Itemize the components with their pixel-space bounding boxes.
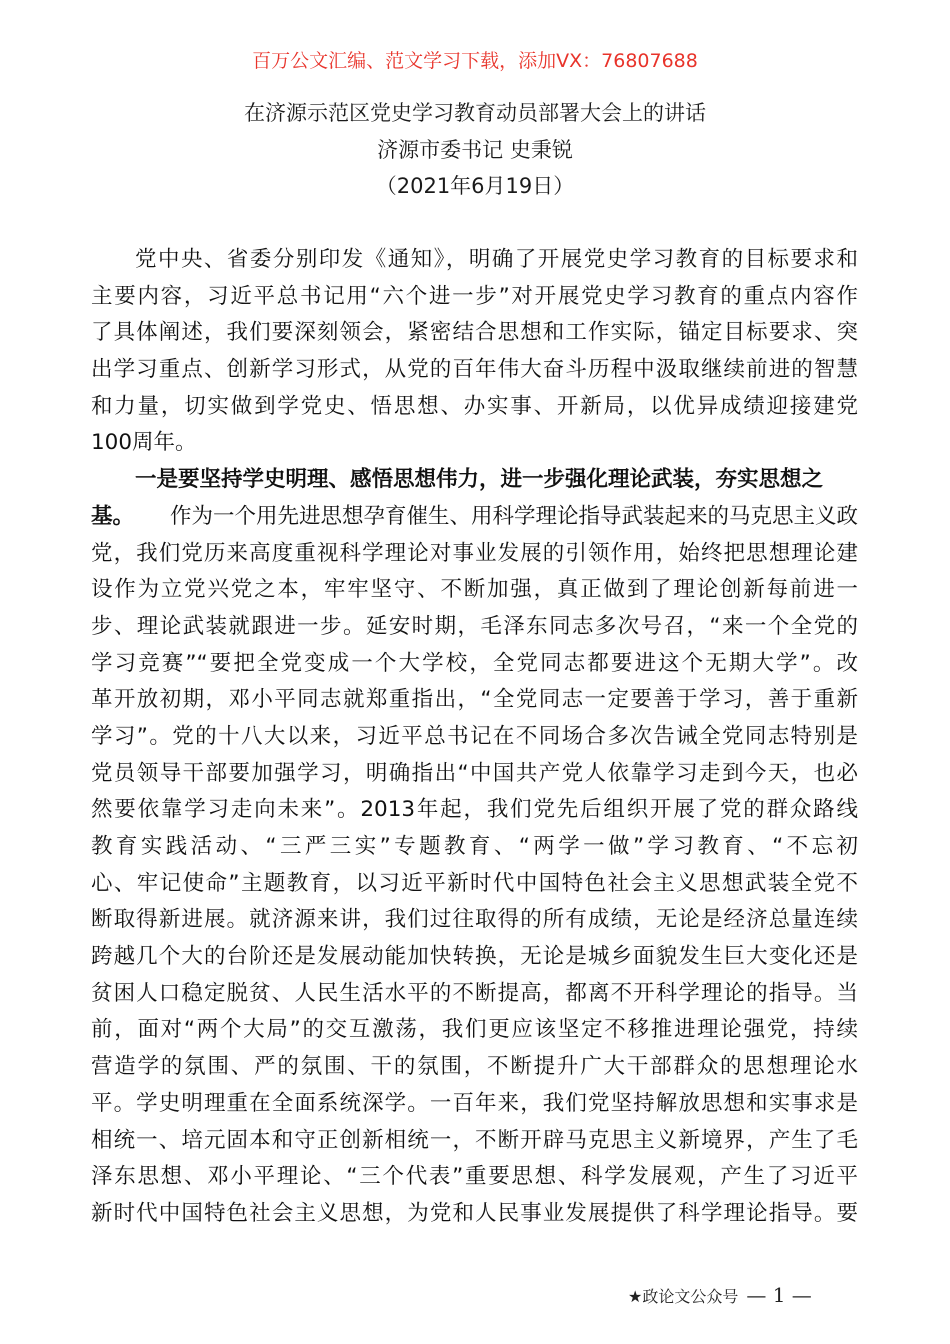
line-text: 教育实践活动、“三严三实”专题教育、“两学一做”学习教育、“不忘初 <box>91 834 858 859</box>
text-line <box>91 1123 858 1160</box>
footer-source: ★政论文公众号 <box>628 1286 739 1306</box>
line-text: 主要内容，习近平总书记用“六个进一步”对开展党史学习教育的重点内容作 <box>91 283 858 309</box>
text-line <box>91 829 858 866</box>
text-line <box>91 462 858 499</box>
text-line <box>91 572 858 609</box>
text-line <box>91 719 858 756</box>
line-text: 前，面对“两个大局”的交互激荡，我们更应该坚定不移推进理论强党，持续 <box>91 1017 858 1043</box>
line-text: 党员领导干部要加强学习，明确指出“中国共产党人依靠学习走到今天，也必 <box>91 760 858 786</box>
text-line <box>91 902 858 939</box>
text-line <box>91 1086 858 1123</box>
text-line <box>91 536 858 573</box>
line-text: 革开放初期，邓小平同志就郑重指出，“全党同志一定要善于学习，善于重新 <box>91 687 858 713</box>
text-line <box>91 792 858 829</box>
text-line <box>91 976 858 1013</box>
page-number: — 1 — <box>746 1283 812 1307</box>
bold-heading-text: 一是要坚持学史明理、感悟思想伟力，进一步强化理论武装，夯实思想之 <box>135 467 824 493</box>
text-line <box>91 1196 858 1233</box>
document-author: 济源市委书记 史秉锐 <box>377 138 573 162</box>
line-text: 出学习重点、创新学习形式，从党的百年伟大奋斗历程中汲取继续前进的智慧 <box>91 357 858 383</box>
text-line <box>91 1159 858 1196</box>
line-text: 设作为立党兴党之本，牢牢坚守、不断加强，真正做到了理论创新每前进一 <box>91 577 858 603</box>
text-line <box>91 756 858 793</box>
text-line <box>91 1012 858 1049</box>
line-text: 平。学史明理重在全面系统深学。一百年来，我们党坚持解放思想和实事求是 <box>91 1090 858 1116</box>
line-text: 然要依靠学习走向未来”。2013年起，我们党先后组织开展了党的群众路线 <box>91 797 858 823</box>
line-text: 学习竞赛”“要把全党变成一个大学校，全党同志都要进这个无期大学”。改 <box>91 650 858 676</box>
text-line <box>91 352 858 389</box>
text-line <box>91 279 858 316</box>
line-text: 跨越几个大的台阶还是发展动能加快转换，无论是城乡面貌发生巨大变化还是 <box>91 944 858 970</box>
line-text: 断取得新进展。就济源来讲，我们过往取得的所有成绩，无论是经济总量连续 <box>91 907 858 933</box>
line-text: 100周年。 <box>91 430 197 456</box>
line-text: 党中央、省委分别印发《通知》，明确了开展党史学习教育的目标要求和 <box>135 247 858 272</box>
line-text: 贫困人口稳定脱贫、人民生活水平的不断提高，都离不开科学理论的指导。当 <box>91 980 858 1006</box>
line-text: 了具体阐述，我们要深刻领会，紧密结合思想和工作实际，锚定目标要求、突 <box>91 320 858 346</box>
text-line <box>91 389 858 426</box>
line-text: 和力量，切实做到学党史、悟思想、办实事、开新局，以优异成绩迎接建党 <box>91 393 858 419</box>
line-text: 步、理论武装就跟进一步。延安时期，毛泽东同志多次号召，“来一个全党的 <box>91 613 858 639</box>
text-line <box>91 939 858 976</box>
line-text: 相统一、培元固本和守正创新相统一，不断开辟马克思主义新境界，产生了毛 <box>91 1127 858 1153</box>
download-banner: 百万公文汇编、范文学习下载，添加VX：76807688 <box>252 50 698 72</box>
text-line <box>91 242 858 279</box>
text-line <box>91 425 858 462</box>
line-text: 泽东思想、邓小平理论、“三个代表”重要思想、科学发展观，产生了习近平 <box>91 1164 858 1190</box>
text-line <box>91 499 858 536</box>
text-line <box>91 682 858 719</box>
text-line <box>91 646 858 683</box>
line-text: 新时代中国特色社会主义思想，为党和人民事业发展提供了科学理论指导。要 <box>91 1200 858 1226</box>
text-line <box>91 866 858 903</box>
line-text: 学习”。党的十八大以来，习近平总书记在不同场合多次告诫全党同志特别是 <box>91 723 858 749</box>
document-title: 在济源示范区党史学习教育动员部署大会上的讲话 <box>244 101 706 125</box>
document-date: （2021年6月19日） <box>375 174 575 198</box>
text-line <box>91 609 858 646</box>
line-text: 营造学的氛围、严的氛围、干的氛围，不断提升广大干部群众的思想理论水 <box>91 1054 858 1080</box>
page-footer <box>628 1283 812 1307</box>
line-text: 心、牢记使命”主题教育，以习近平新时代中国特色社会主义思想武装全党不 <box>91 870 858 896</box>
bold-heading-text: 基。 <box>91 503 135 529</box>
line-text: 作为一个用先进思想孕育催生、用科学理论指导武装起来的马克思主义政 <box>169 503 858 529</box>
document-body <box>91 242 858 1233</box>
text-line <box>91 1049 858 1086</box>
text-line <box>91 315 858 352</box>
line-text: 党，我们党历来高度重视科学理论对事业发展的引领作用，始终把思想理论建 <box>91 540 858 566</box>
